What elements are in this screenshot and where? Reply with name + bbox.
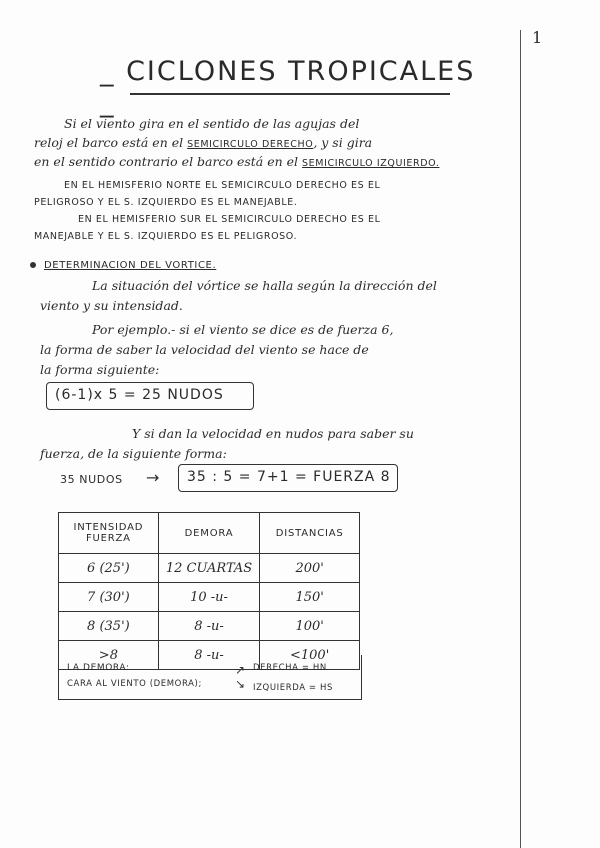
vortex-table [58,512,360,670]
formula-box-2 [178,464,398,492]
table-cell: 8 -u- [158,612,260,641]
table-cell: 8 (35') [59,612,159,641]
vortex-p1-line-2: viento y su intensidad. [40,298,183,313]
vortex-p2-line-2: la forma de saber la velocidad del viento se hace de [40,342,369,357]
formula-1: (6-1)x 5 = 25 NUDOS [55,387,224,403]
bullet-icon [30,262,36,268]
page-number: 1 [532,28,543,47]
table-cell: >8 [59,641,159,670]
legend-right-2: IZQUIERDA = HS [253,683,333,693]
vortex-heading: DETERMINACION DEL VORTICE. [44,260,217,271]
table-cell: 100' [260,612,360,641]
table-cell: <100' [260,641,360,670]
intro-line-3 [34,152,439,173]
table-header-demora: DEMORA [158,513,260,554]
margin-line [520,30,521,848]
table-cell: 8 -u- [158,641,260,670]
vortex-p2-line-3: la forma siguiente: [40,362,160,377]
south-line-1: EN EL HEMISFERIO SUR EL SEMICIRCULO DERECHO ES EL [78,214,381,225]
page-title: _ CICLONES TROPICALES _ [100,56,476,118]
arrow-icon: → [146,468,160,487]
vortex-p1-line-1: La situación del vórtice se halla según la dirección del [92,278,437,293]
table-cell: 12 CUARTAS [158,554,260,583]
table-row [59,554,360,583]
north-line-2: PELIGROSO Y EL S. IZQUIERDO ES EL MANEJABLE. [34,197,298,208]
arrow-up-icon: ↗ [235,663,246,677]
table-row [59,583,360,612]
legend-right-1: DERECHA = HN [253,663,327,673]
intro-line-1: Si el viento gira en el sentido de las agujas del [64,116,360,131]
formula-box-1 [46,382,254,410]
south-line-2: MANEJABLE Y EL S. IZQUIERDO ES EL PELIGROSO. [34,231,298,242]
vortex-p2-line-1: Por ejemplo.- si el viento se dice es de fuerza 6, [92,322,394,337]
table-cell: 6 (25') [59,554,159,583]
intro-line-2 [34,133,372,154]
table-cell: 7 (30') [59,583,159,612]
intro-line-2-end: , y si gira [313,135,373,150]
table-cell: 150' [260,583,360,612]
legend-line-2: CARA AL VIENTO (DEMORA); [67,679,202,689]
north-line-1: EN EL HEMISFERIO NORTE EL SEMICIRCULO DERECHO ES EL [64,180,381,191]
table-cell: 200' [260,554,360,583]
table-row [59,612,360,641]
legend-line-1: LA DEMORA: [67,663,130,673]
formula-2-left: 35 NUDOS [60,473,123,486]
semicircle-right-term: SEMICIRCULO DERECHO [187,139,314,150]
arrow-down-icon: ↘ [235,677,246,691]
vortex-p3-line-2: fuerza, de la siguiente forma: [40,446,227,461]
formula-2: 35 : 5 = 7+1 = FUERZA 8 [187,469,391,485]
table-legend [58,655,362,700]
intro-line-3-text: en el sentido contrario el barco está en el [34,154,299,169]
title-underline [130,93,450,95]
table-cell: 10 -u- [158,583,260,612]
table-header-distance: DISTANCIAS [260,513,360,554]
semicircle-left-term: SEMICIRCULO IZQUIERDO. [302,158,440,169]
intro-line-2-text: reloj el barco está en el [34,135,184,150]
table-header-intensity: INTENSIDAD FUERZA [59,513,159,554]
vortex-p3-line-1: Y si dan la velocidad en nudos para saber su [132,426,414,441]
